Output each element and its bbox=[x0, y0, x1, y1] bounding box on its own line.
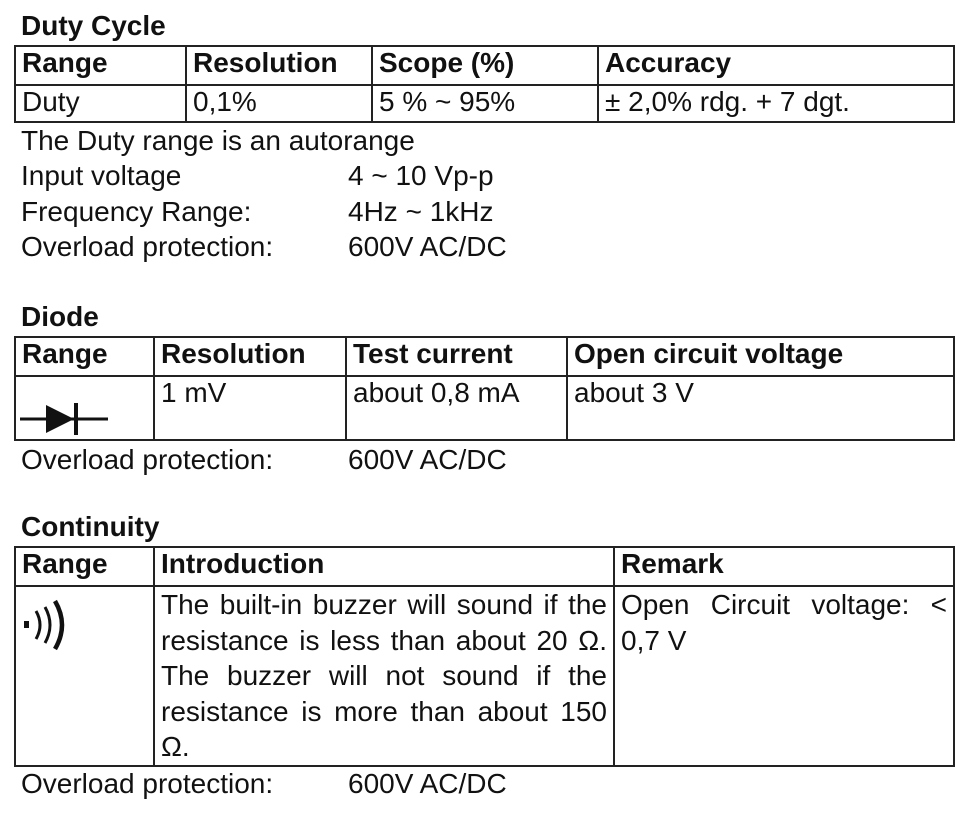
header-range: Range bbox=[15, 547, 154, 586]
continuity-heading: Continuity bbox=[21, 511, 160, 542]
table-row bbox=[15, 586, 954, 766]
header-resolution: Resolution bbox=[186, 46, 372, 85]
cell-range bbox=[15, 376, 154, 440]
cell-resolution: 1 mV bbox=[154, 376, 346, 440]
diode-overload-protection bbox=[21, 442, 507, 477]
table-row bbox=[15, 85, 954, 122]
duty-autorange-note: The Duty range is an autorange bbox=[21, 125, 415, 156]
spec-label: Input voltage bbox=[21, 160, 182, 191]
cell-open-circuit-voltage: about 3 V bbox=[567, 376, 954, 440]
duty-cycle-heading: Duty Cycle bbox=[21, 10, 166, 41]
header-accuracy: Accuracy bbox=[598, 46, 954, 85]
spec-value: 600V AC/DC bbox=[348, 231, 507, 262]
spec-label: Overload protection: bbox=[21, 444, 274, 475]
spec-label: Overload protection: bbox=[21, 231, 274, 262]
spec-overload-protection bbox=[21, 229, 507, 264]
cell-accuracy: ± 2,0% rdg. + 7 dgt. bbox=[598, 85, 954, 122]
spec-label: Frequency Range: bbox=[21, 196, 252, 227]
cell-test-current: about 0,8 mA bbox=[346, 376, 567, 440]
spec-value: 4Hz ~ 1kHz bbox=[348, 196, 494, 227]
spec-label: Overload protection: bbox=[21, 768, 274, 799]
header-open-circuit-voltage: Open circuit voltage bbox=[567, 337, 954, 376]
cell-introduction: The built-in buzzer will sound if the resistance is less than about 20 Ω. The buzzer will not sound if the resistance is more than about 150 Ω. bbox=[154, 586, 614, 766]
table-header-row bbox=[15, 337, 954, 376]
diode-table bbox=[14, 336, 955, 441]
header-range: Range bbox=[15, 46, 186, 85]
header-scope: Scope (%) bbox=[372, 46, 598, 85]
buzzer-sound-icon bbox=[22, 595, 92, 655]
header-range: Range bbox=[15, 337, 154, 376]
cell-resolution: 0,1% bbox=[186, 85, 372, 122]
table-header-row bbox=[15, 547, 954, 586]
cell-range: Duty bbox=[15, 85, 186, 122]
header-introduction: Introduction bbox=[154, 547, 614, 586]
continuity-overload-protection bbox=[21, 766, 507, 801]
header-test-current: Test current bbox=[346, 337, 567, 376]
spec-value: 600V AC/DC bbox=[348, 768, 507, 799]
header-remark: Remark bbox=[614, 547, 954, 586]
spec-frequency-range bbox=[21, 194, 494, 229]
cell-scope: 5 % ~ 95% bbox=[372, 85, 598, 122]
spec-input-voltage bbox=[21, 158, 494, 193]
spec-value: 4 ~ 10 Vp-p bbox=[348, 160, 494, 191]
continuity-table bbox=[14, 546, 955, 767]
header-resolution: Resolution bbox=[154, 337, 346, 376]
table-row bbox=[15, 376, 954, 440]
spec-value: 600V AC/DC bbox=[348, 444, 507, 475]
cell-range bbox=[15, 586, 154, 766]
diode-symbol-icon bbox=[20, 377, 120, 437]
diode-heading: Diode bbox=[21, 301, 99, 332]
table-header-row bbox=[15, 46, 954, 85]
duty-cycle-table bbox=[14, 45, 955, 123]
cell-remark: Open Circuit voltage: < 0,7 V bbox=[614, 586, 954, 766]
